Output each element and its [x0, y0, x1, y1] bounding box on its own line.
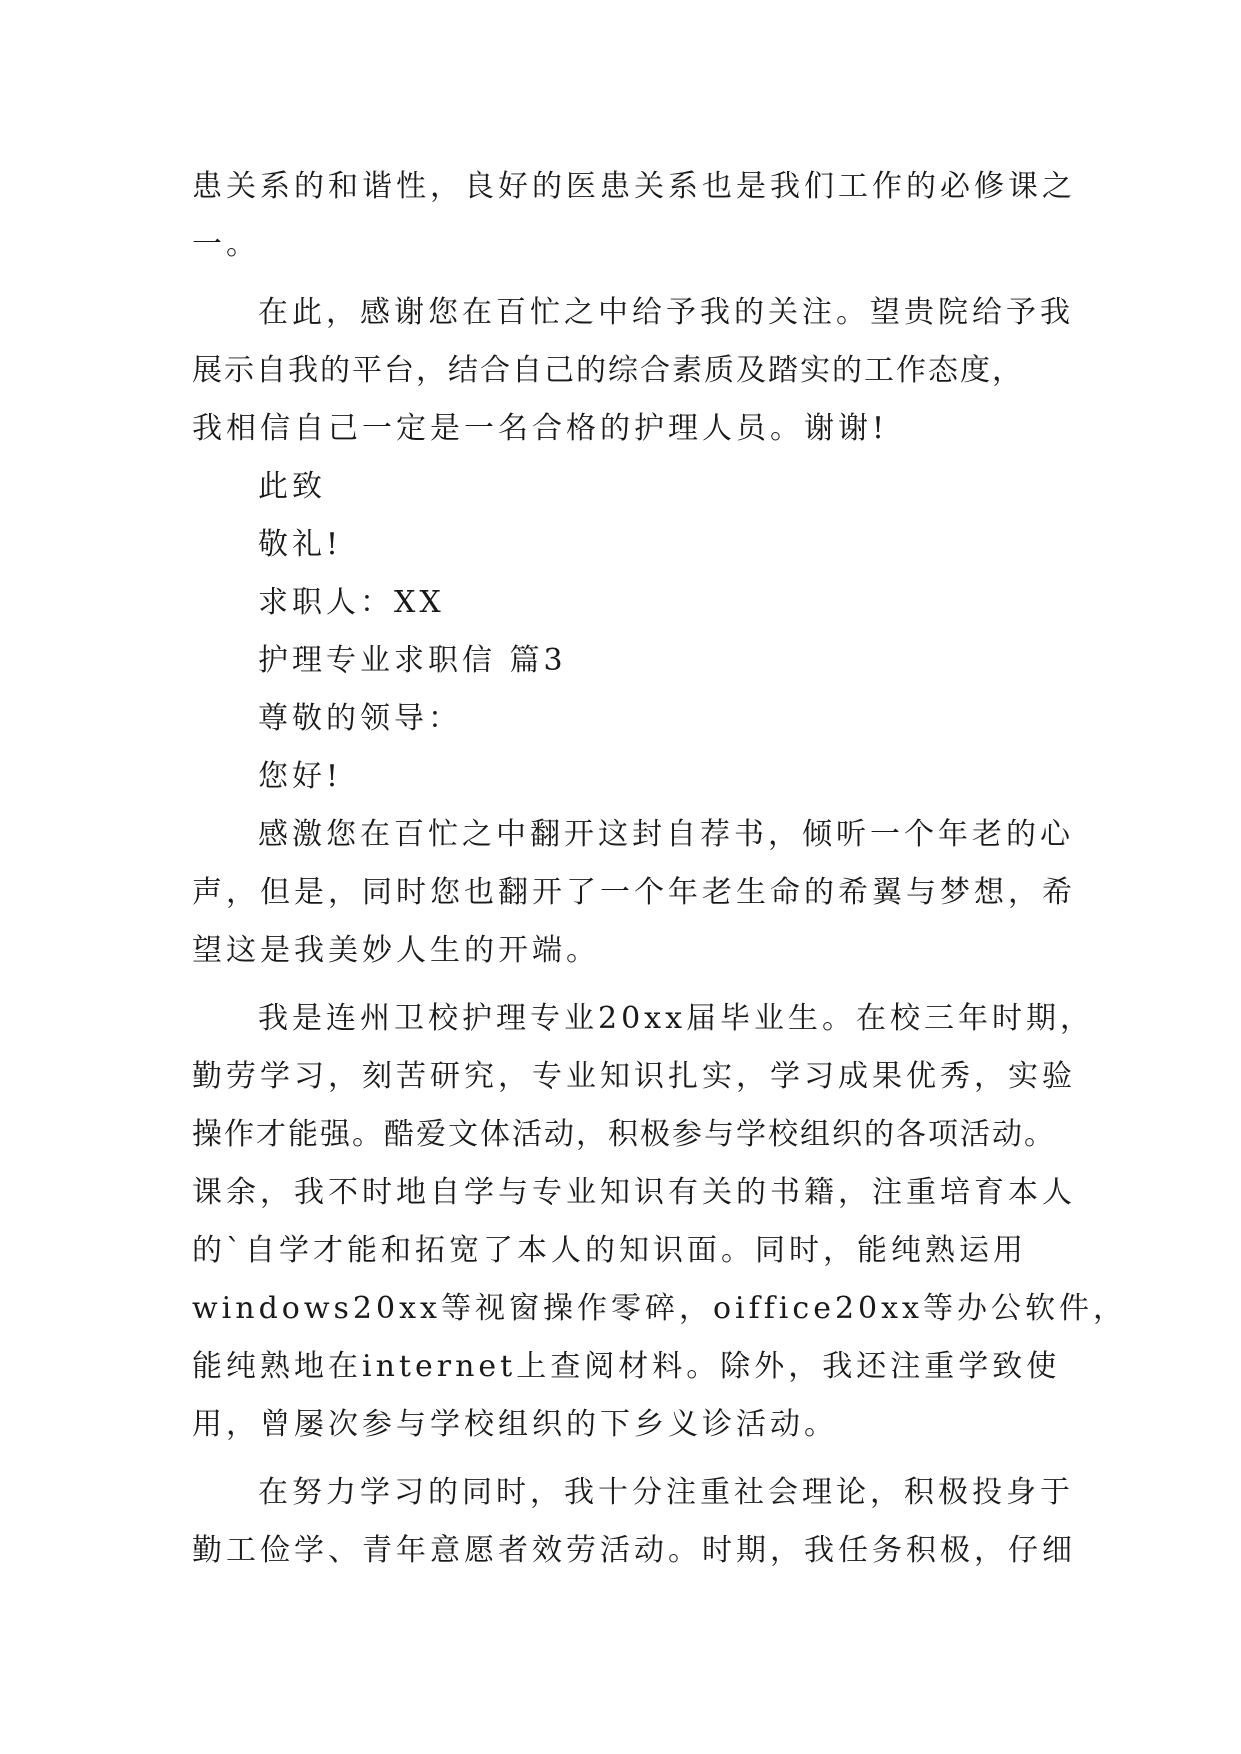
text-line: windows20xx等视窗操作零碎，oiffice20xx等办公软件，: [192, 1291, 1127, 1326]
text-line: 的`自学才能和拓宽了本人的知识面。同时，能纯熟运用: [192, 1233, 1027, 1268]
text-line: 操作才能强。酷爱文体活动，积极参与学校组织的各项活动。: [192, 1117, 1056, 1152]
signature-line: 求职人：XX: [258, 585, 445, 620]
paragraph-line: 在此，感谢您在百忙之中给予我的关注。望贵院给予我: [258, 295, 1074, 330]
text-line: 患关系的和谐性，良好的医患关系也是我们工作的必修课之: [192, 169, 1076, 204]
paragraph-line: 在努力学习的同时，我十分注重社会理论，积极投身于: [258, 1475, 1074, 1510]
section-title: 护理专业求职信 篇3: [258, 643, 567, 678]
closing-line: 此致: [258, 469, 326, 504]
text-line: 勤工俭学、青年意愿者效劳活动。时期，我任务积极，仔细: [192, 1533, 1076, 1568]
closing-salute: 敬礼!: [258, 527, 343, 562]
salutation: 尊敬的领导：: [258, 701, 462, 736]
text-line: 望这是我美妙人生的开端。: [192, 933, 600, 968]
text-line: 我相信自己一定是一名合格的护理人员。谢谢!: [192, 411, 889, 446]
greeting: 您好!: [258, 759, 343, 794]
text-line: 勤劳学习，刻苦研究，专业知识扎实，学习成果优秀，实验: [192, 1059, 1076, 1094]
text-line: 展示自我的平台，结合自己的综合素质及踏实的工作态度，: [192, 353, 1024, 388]
text-line: 课余，我不时地自学与专业知识有关的书籍，注重培育本人: [192, 1175, 1076, 1210]
paragraph-line: 我是连州卫校护理专业20xx届毕业生。在校三年时期，: [258, 1001, 1095, 1036]
text-line: 能纯熟地在internet上查阅材料。除外，我还注重学致使: [192, 1349, 1061, 1384]
text-line: 声，但是，同时您也翻开了一个年老生命的希翼与梦想，希: [192, 875, 1076, 910]
text-line: 用，曾屡次参与学校组织的下乡义诊活动。: [192, 1407, 838, 1442]
paragraph-line: 感激您在百忙之中翻开这封自荐书，倾听一个年老的心: [258, 817, 1074, 852]
text-line: 一。: [192, 227, 260, 262]
document-body: [192, 158, 1127, 1580]
